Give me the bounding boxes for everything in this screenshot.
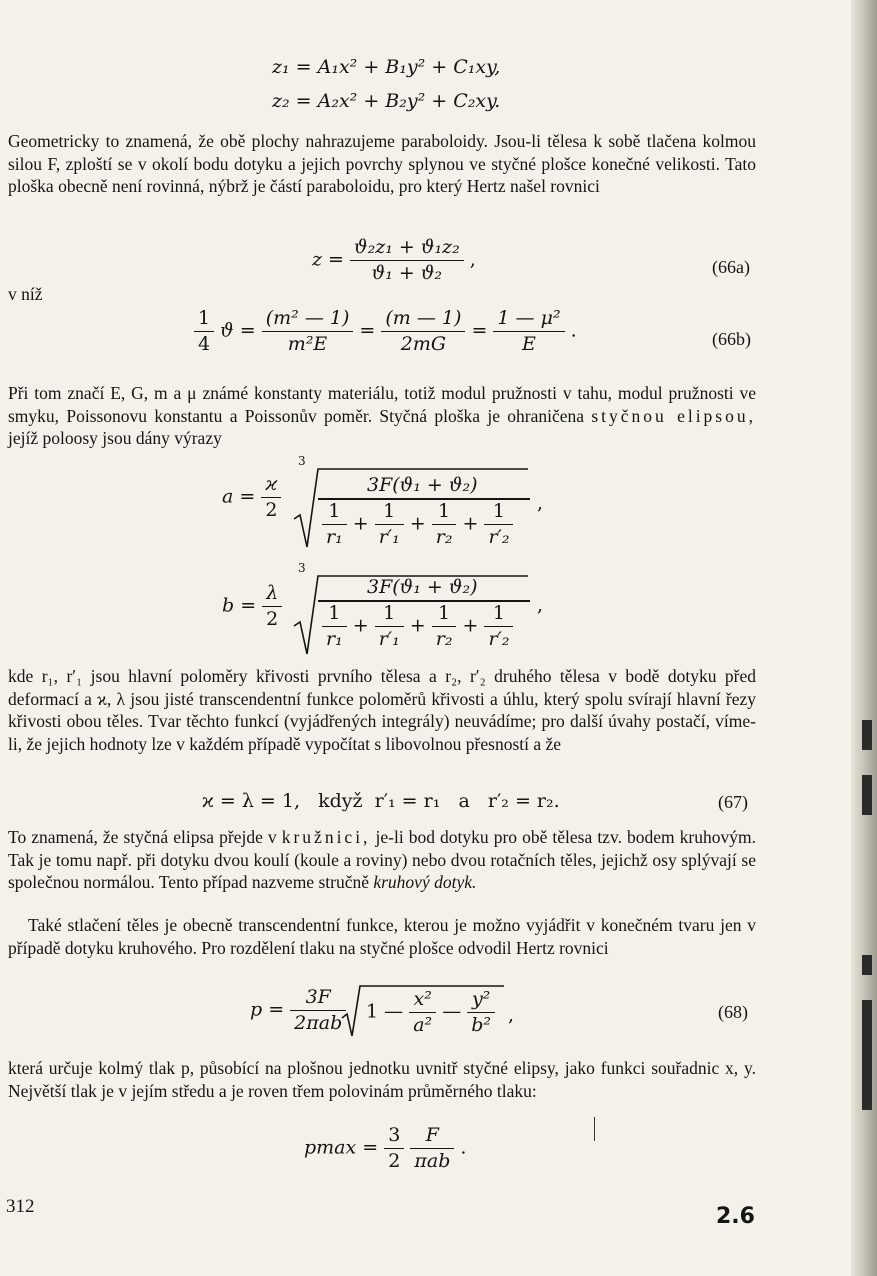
emphasis-kruhovy-dotyk: kruhový dotyk.: [373, 872, 477, 892]
r1-prime: r′₁: [378, 526, 400, 548]
eq68-x2: x²: [409, 990, 436, 1013]
equation-a: [222, 475, 281, 520]
eq-a-numerator: 3F(ϑ₁ + ϑ₂): [367, 474, 478, 496]
paragraph-4-middle: je-li bod dotyku pro obě tělesa tzv. bodem kruhovým. Tak je tomu např. při dotyku dvou koulí (koule a roviny) nebo dvou rotačních těles, jejichž osy splývají se společnou normálou. Tento případ nazveme stručně: [8, 827, 756, 892]
edge-mark: [862, 1000, 872, 1110]
equation-number-66a: (66a): [712, 257, 750, 277]
eq68-y2: y²: [467, 990, 495, 1013]
eq66b-f2-num: (m² — 1): [262, 309, 354, 332]
eq68-minus: —: [442, 1000, 462, 1023]
paragraph-5: Také stlačení těles je obecně transcendentní funkce, kterou je možno vyjádřit v konečném tvaru jen v případě dotyku kruhového. Pro rozdělení tlaku na styčné plošce odvodil Hertz rovnici: [8, 915, 756, 958]
one: 1: [322, 502, 347, 525]
pmax-F: F: [410, 1126, 454, 1149]
plus: +: [409, 512, 426, 535]
eq-b-numerator: 3F(ϑ₁ + ϑ₂): [367, 576, 478, 598]
eq-b-lhs: b =: [222, 594, 257, 617]
equation-b: [222, 584, 282, 629]
paragraph-2-end: jejíž poloosy jsou dány výrazy: [8, 428, 222, 448]
eq-a-comma: ,: [537, 492, 544, 514]
equation-number-66b: (66b): [712, 329, 751, 349]
eq-a-term-3: [432, 502, 457, 547]
eq68-y-term: [467, 990, 495, 1035]
plus: +: [462, 512, 479, 535]
eq-a-kappa: ϰ: [261, 475, 281, 498]
eq-b-term-1: [322, 604, 347, 649]
eq68-b2: b²: [471, 1014, 492, 1036]
eq66b-theta: ϑ =: [220, 319, 256, 342]
plus: +: [462, 614, 479, 637]
eq68-num: 3F: [290, 988, 346, 1011]
eq-a-denominator: [322, 502, 513, 547]
eq-b-term-3: [432, 604, 457, 649]
eq66b-f3-num: (m — 1): [381, 309, 465, 332]
eq66b-f1-num: 1: [194, 309, 214, 332]
paragraph-2-start: Při tom značí E, G, m a μ známé konstanty materiálu, totiž modul pružnosti v tahu, modul pružnosti ve smyku, Poissonovu konstantu a Poissonův poměr. Styčná ploška je ohraničena: [8, 383, 756, 426]
signature-code: 2.6: [716, 1204, 755, 1229]
eq-a-root-index: 3: [298, 454, 306, 468]
plus: +: [352, 614, 369, 637]
r1: r₁: [326, 628, 343, 650]
equation-66a: [312, 238, 476, 283]
eq66b-fraction-quarter: [194, 309, 214, 354]
label-v-niz: v níž: [8, 284, 43, 304]
equation-pmax: [304, 1126, 466, 1171]
eq68-a2: a²: [413, 1014, 433, 1036]
eq-a-lhs: a =: [222, 485, 256, 508]
one: 1: [432, 604, 457, 627]
paragraph-1: Geometricky to znamená, že obě plochy nahrazujeme paraboloidy. Jsou-li tělesa k sobě tlačena kolmou silou F, zploští se v okolí bodu dotyku a jejich povrchy splynou ve styčné plošce konečné velikosti. Tato ploška obecně není rovinná, nýbrž je částí paraboloidu, pro který Hertz našel rovnici: [8, 131, 756, 196]
eq66b-f3-den: 2mG: [400, 333, 447, 355]
r2: r₂: [435, 526, 453, 548]
pmax-fraction-2: [410, 1126, 454, 1171]
eq68-lhs: p =: [250, 998, 285, 1021]
eq-b-coefficient: [262, 584, 282, 629]
equation-67: ϰ = λ = 1, když r′₁ = r₁ a r′₂ = r₂.: [202, 790, 560, 812]
eq66b-fraction-3: [381, 309, 465, 354]
equation-number-68: (68): [718, 1002, 748, 1022]
eq68-comma: ,: [508, 1004, 515, 1026]
eq-b-term-4: [484, 604, 513, 649]
paragraph-3: kde r₁, r′₁ jsou hlavní poloměry křivosti prvního tělesa a r₂, r′₂ druhého tělesa v bodě dotyku před deformací a ϰ, λ jsou jisté transcendentní funkce poloměrů křivosti a úhlu, který spolu svírají hlavní řezy křivosti obou těles. Tvar těchto funkcí (vyjádřených integrály) neuvádíme; pro další úvahy postačí, víme-li, že jejich hodnoty lze v každém případě vypočítat s libovolnou přesností a že: [8, 666, 756, 754]
eq66a-lhs: z =: [312, 248, 344, 271]
equation-number-67: (67): [718, 792, 748, 812]
eq-b-root-index: 3: [298, 561, 306, 575]
emphasis-stycnou-elipsou: styčnou elipsou,: [591, 405, 756, 426]
eq-a-term-1: [322, 502, 347, 547]
r2-prime: r′₂: [488, 526, 510, 548]
equation-66b: $\frac{1}{4}$ ϑ = $\frac{\text{(m² — 1)}}{\text{m²E}}$ = $\frac{(m — 1)}{2mG}$ = $\frac{\text{1 — μ²}}{E}$ .: [194, 309, 577, 354]
paragraph-4-start: To znamená, že styčná elipsa přejde v: [8, 827, 277, 847]
one: 1: [484, 604, 513, 627]
paragraph-6: která určuje kolmý tlak p, působící na plošnou jednotku uvnitř styčné elipsy, jako funkci souřadnic x, y. Největší tlak je v jejím středu a je roven třem polovinám průměrného tlaku:: [8, 1058, 756, 1101]
pmax-two: 2: [388, 1150, 401, 1172]
r2: r₂: [435, 628, 453, 650]
eq68-fraction: [290, 988, 346, 1033]
eq-a-two: 2: [265, 499, 278, 521]
eq-b-term-2: [375, 604, 404, 649]
r1-prime: r′₁: [378, 628, 400, 650]
pmax-fraction-1: [384, 1126, 404, 1171]
eq66b-f4-num: 1 — μ²: [493, 309, 564, 332]
eq-a-term-2: [375, 502, 404, 547]
pmax-period: .: [460, 1136, 467, 1159]
eq-b-comma: ,: [537, 594, 544, 616]
eq-b-denominator: [322, 604, 513, 649]
eq66a-denominator: ϑ₁ + ϑ₂: [371, 262, 443, 284]
eq68-radicand: [366, 990, 495, 1035]
eq66a-numerator: ϑ₂z₁ + ϑ₁z₂: [350, 238, 464, 261]
pmax-pi-ab: πab: [414, 1150, 451, 1172]
eq68-den: 2πab: [294, 1012, 343, 1034]
eq66b-fraction-4: [493, 309, 564, 354]
page-number: 312: [6, 1196, 35, 1217]
eq-b-two: 2: [266, 608, 279, 630]
r2-prime: r′₂: [488, 628, 510, 650]
one: 1: [322, 604, 347, 627]
one: 1: [375, 604, 404, 627]
eq66b-period: .: [570, 319, 577, 342]
one: 1: [484, 502, 513, 525]
edge-mark: [862, 720, 872, 750]
eq-a-coefficient: [261, 475, 281, 520]
edge-mark: [862, 775, 872, 815]
paragraph-4: [8, 826, 756, 894]
eq-b-lambda: λ: [262, 584, 282, 607]
edge-mark: [862, 955, 872, 975]
eq66b-fraction-2: [262, 309, 354, 354]
plus: +: [352, 512, 369, 535]
r1: r₁: [326, 526, 343, 548]
eq66b-f1-den: 4: [198, 333, 211, 355]
eq68-one-minus: 1 —: [366, 1000, 404, 1023]
one: 1: [432, 502, 457, 525]
pmax-lhs: pmax =: [304, 1136, 379, 1159]
eq68-x-term: [409, 990, 436, 1035]
paragraph-2: [8, 382, 756, 450]
emphasis-kruznici: kružnici,: [281, 827, 371, 847]
margin-stroke: [594, 1117, 595, 1141]
pmax-three: 3: [384, 1126, 404, 1149]
equation-z1: z₁ = A₁x² + B₁y² + C₁xy,: [272, 56, 501, 78]
eq66b-f2-den: m²E: [287, 333, 328, 355]
eq-a-term-4: [484, 502, 513, 547]
eq66a-comma: ,: [469, 248, 476, 271]
equation-z2: z₂ = A₂x² + B₂y² + C₂xy.: [272, 90, 501, 112]
one: 1: [375, 502, 404, 525]
eq66a-fraction: [350, 238, 464, 283]
plus: +: [409, 614, 426, 637]
equation-68: [250, 988, 346, 1033]
eq66b-f4-den: E: [522, 333, 536, 355]
